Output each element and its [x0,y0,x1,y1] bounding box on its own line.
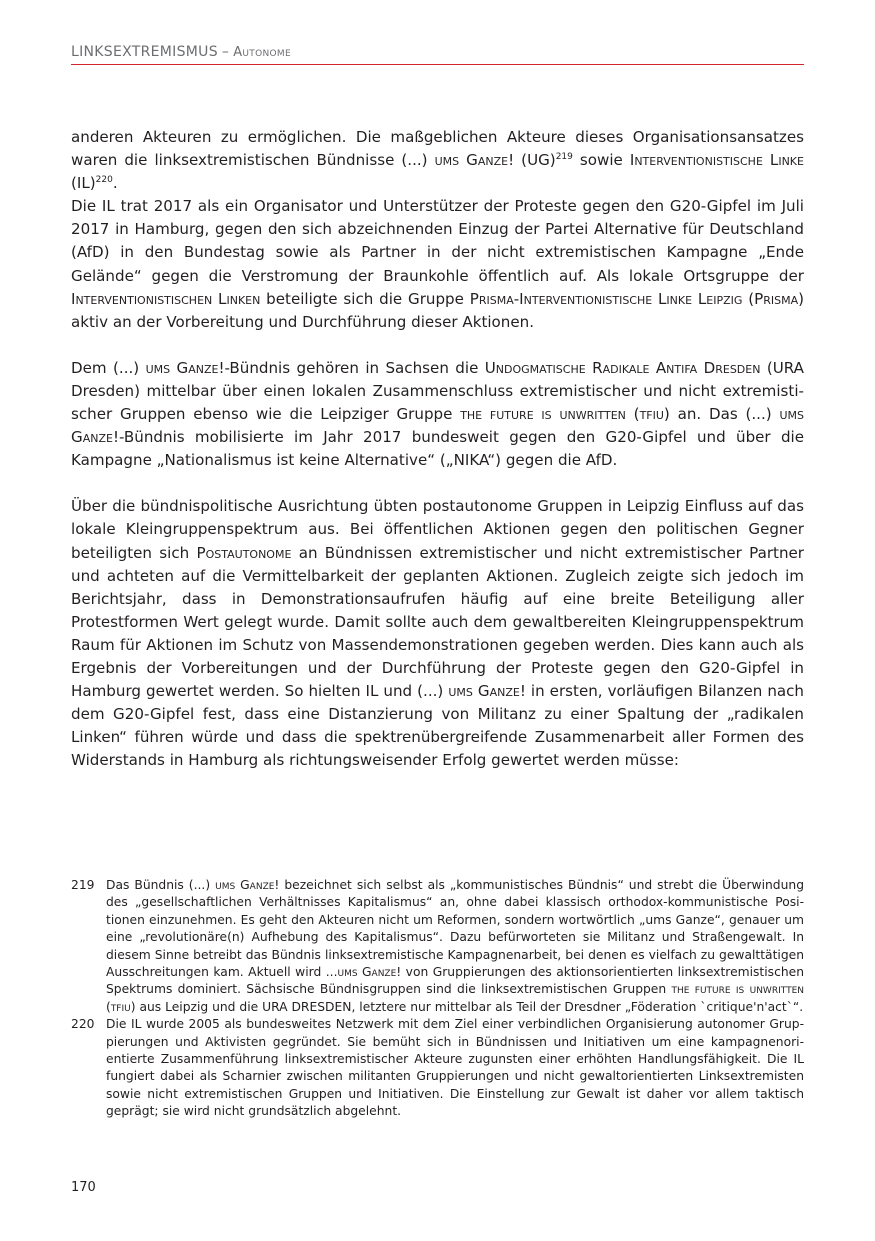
org-name: ums Ganze [448,682,520,701]
header-separator: – [221,44,230,60]
org-name: ums Ganze [145,358,219,377]
header-section: LINKSEXTREMISMUS [71,44,218,60]
text-run: !-Bündnis mobilisierte im Jahr 2017 bundesweit gegen den G20-Gipfel und über die Kampagne „Nationalismus ist keine Alternative“ („NIKA“) gegen die AfD. [71,428,804,470]
text-run: ! (UG) [508,151,556,170]
org-name: ums Ganze [434,151,509,170]
footnote-ref-220[interactable]: 220 [95,175,113,186]
footnote-219 [71,877,804,1016]
text-run: ! in ersten, vorläufigen Bilanzen nach dem G20-Gipfel fest, dass eine Distanzierung von Militanz zu einer Spaltung der „radikalen Linken“ führen würde und dass die spektrenübergreifende Zusammenarbeit aller Formen des Widerstands in Hamburg als richtungsweisender Erfolg gewertet werden müsse: [71,682,804,770]
text-run: sowie [572,151,630,170]
text-run: ( [625,405,640,424]
text-run: ( [742,289,755,308]
text-run: ( [106,999,111,1014]
page-number: 170 [71,1180,96,1195]
org-name: tfiu [639,405,664,424]
org-name: the future is unwritten [460,405,626,424]
text-run: Dem (...) [71,358,146,377]
org-name: Interventionistischen Linken [71,289,261,308]
text-run: anderen Akteuren zu ermöglichen. Die maßgeblichen Akteure dieses Organisationsansatzes waren die linksextremistischen Bündnisse (...) [71,128,804,170]
text-run: ) aktiv an der Vorbereitung und Durchführung dieser Aktionen. [71,289,805,331]
text-run: (URA Dresden) mittelbar über einen lokalen Zusammenschluss extremistischer und nicht extremistischer Gruppen ebenso wie die Leipziger Gruppe [71,358,804,424]
org-name: Prisma-Interventionistische Linke Leipzig [469,289,743,308]
body-text [71,126,804,772]
org-name: tfiu [110,999,131,1014]
paragraph-2 [71,357,804,472]
org-name: Postautonome [196,543,292,562]
org-name: ums Ganze [215,878,275,892]
org-name: ums Ganze [337,965,397,980]
text-run: beteiligte sich die Gruppe [260,289,470,308]
org-name: ums Ganze [71,405,804,447]
text-run: !-Bündnis gehören in Sachsen die [218,358,485,377]
org-name: the future is unwritten [671,982,804,997]
text-run: ) aus Leipzig und die URA DRESDEN, letztere nur mittelbar als Teil der Dresdner „Föderation `critique'n'act`“. [130,999,804,1014]
org-name: Undogmatische Radikale Antifa Dresden [484,358,761,377]
text-run: an Bündnissen extremistischer und nicht extremistischer Partner und achteten auf die Vermittelbarkeit der geplanten Aktionen. Zugleich zeigte sich jedoch im Berichtsjahr, dass in Demonstrationsaufrufen häufig auf eine breite Beteiligung aller Protestformen Wert gelegt wurde. Damit sollte auch dem gewaltbereiten Kleingruppenspektrum Raum für Aktionen im Schutz von Massendemonstrationen gegeben werden. Dies kann auch als Ergebnis der Vorbereitungen und der Durchführung der Proteste gegen den G20-Gipfel in Hamburg gewertet werden. So hielten IL und (...) [71,543,805,701]
text-run: . [112,174,118,193]
org-name: Interventionistische Linke [629,151,804,170]
text-run: Über die bündnispolitische Ausrichtung übten postautonome Gruppen in Leipzig Einfluss auf das lokale Kleingruppenspektrum aus. Bei öffentlichen Aktionen gegen den politischen Gegner beteiligten sich [71,497,804,562]
footnote-number: 220 [71,1017,95,1032]
text-run: ) an. Das (...) [663,405,780,424]
text-run: Das Bündnis (...) [106,878,216,892]
text-run: Die IL trat 2017 als ein Organisator und Unterstützer der Proteste gegen den G20-Gipfel im Juli 2017 in Hamburg, gegen den sich abzeichnenden Einzug der Partei Alternative für Deutschland (AfD) in den Bundestag sowie als Partner in der nicht extremistischen Kampagne „Ende Gelände“ gegen die Verstromung der Braunkohle öffentlich auf. Als lokale Ortsgruppe der [71,197,804,285]
footnote-ref-219[interactable]: 219 [555,152,573,163]
footnote-text: Die IL wurde 2005 als bundesweites Netzwerk mit dem Ziel einer verbindlichen Organisierung autonomer Gruppierungen und Aktivisten gegründet. Sie bemüht sich in Bündnissen und Initiativen um eine kampagnenorientierte Zusammenführung linksextremistischer Akteure zugunsten einer erhöhten Handlungsfähigkeit. Die IL fungiert dabei als Scharnier zwischen militanten Gruppierungen und nicht gewaltorientierten Linksextremisten sowie nicht extremistischen Gruppen und Initiativen. Die Einstellung zur Gewalt ist daher vor allem taktisch geprägt; sie wird nicht grundsätzlich abgelehnt. [106,1017,804,1119]
text-run: (IL) [71,174,96,193]
text-run: ! von Gruppierungen des aktionsorientierten linksextremistischen Spektrums dominiert. Sächsische Bündnisgruppen sind die linksextremistischen Gruppen [106,965,804,997]
header-subsection: Autonome [233,45,291,60]
text-run: ! bezeichnet sich selbst als „kommunistisches Bündnis“ und strebt die Überwindung des „gesellschaftlichen Verhältnisses Kapitalismus“ an, ohne dabei klassisch orthodox-kommunistische Positionen einzunehmen. Es geht den Akteuren nicht um Reformen, sondern wortwörtlich „ums Ganze“, genauer um eine „revolutionäre(n) Aufhebung des Kapitalismus“. Dazu befürworteten sie Militanz und Straßengewalt. In diesem Sinne betreibt das Bündnis linksextremistische Kampagnenarbeit, bei denen es vielfach zu gewalttätigen Ausschreitungen kam. Aktuell wird ... [106,878,804,980]
org-name: Prisma [754,289,799,308]
footnote-text [106,877,804,1016]
footnote-220 [71,1016,804,1120]
running-header [71,44,804,65]
paragraph-1 [71,126,804,334]
footnote-number: 219 [71,878,95,892]
footnotes [71,877,804,1121]
paragraph-3 [71,495,804,772]
